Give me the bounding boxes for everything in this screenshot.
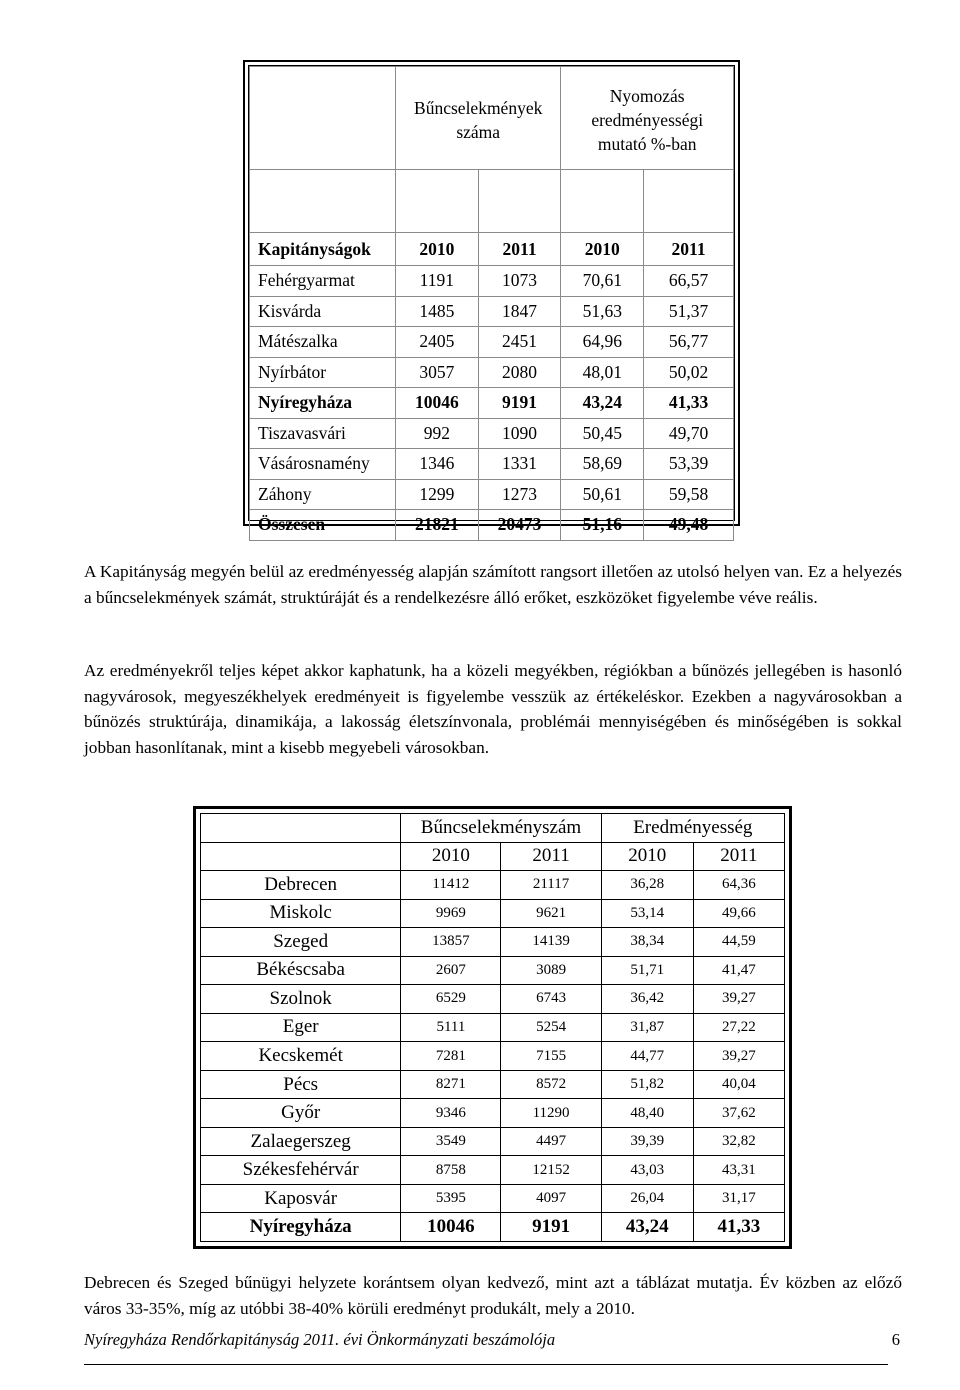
table-row: [201, 1127, 785, 1156]
cities-table-frame: [193, 806, 792, 1249]
city-name: Zalaegerszeg: [201, 1127, 401, 1156]
table-cell: 8572: [501, 1070, 601, 1099]
table1-spacer: [396, 170, 479, 233]
table-cell: 50,61: [561, 479, 644, 510]
city-name: Székesfehérvár: [201, 1156, 401, 1185]
table-cell: 66,57: [644, 266, 734, 297]
table2-header-efficiency: Eredményesség: [601, 814, 784, 843]
table-cell: 14139: [501, 928, 601, 957]
table-cell: 64,96: [561, 327, 644, 358]
city-name: Kecskemét: [201, 1042, 401, 1071]
table-row: [201, 1156, 785, 1185]
table-cell: 2080: [478, 357, 561, 388]
table-cell: 1331: [478, 449, 561, 480]
table-row: [250, 388, 734, 419]
table-cell: 51,71: [601, 956, 693, 985]
city-name: Szeged: [201, 928, 401, 957]
paragraph-debrecen-szeged: Debrecen és Szeged bűnügyi helyzete korántsem olyan kedvező, mint azt a táblázat mutatja. Év közben az előző város 33-35%, míg az utóbbi 38-40% körüli eredményt produkált, mely a 2010.: [84, 1273, 902, 1318]
table-cell: 27,22: [693, 1013, 784, 1042]
table-cell: 1485: [396, 296, 479, 327]
table-row: [201, 1070, 785, 1099]
table-cell: 21821: [396, 510, 479, 541]
table-cell: 50,02: [644, 357, 734, 388]
table-cell: 41,33: [644, 388, 734, 419]
city-name: Pécs: [201, 1070, 401, 1099]
table-cell: 48,40: [601, 1099, 693, 1128]
footer-divider: [84, 1364, 888, 1365]
table-cell: 9969: [401, 899, 501, 928]
table2-body: [201, 871, 785, 1242]
table-cell: 50,45: [561, 418, 644, 449]
table-cell: 51,16: [561, 510, 644, 541]
table-cell: 5395: [401, 1184, 501, 1213]
table1-header-blank: [250, 67, 396, 170]
table-cell: 49,48: [644, 510, 734, 541]
table-cell: 44,77: [601, 1042, 693, 1071]
district-name: Összesen: [250, 510, 396, 541]
table1-year-header: 2011: [644, 233, 734, 266]
police-districts-table: [249, 66, 734, 541]
table-cell: 9191: [478, 388, 561, 419]
table-cell: 8271: [401, 1070, 501, 1099]
table-cell: 41,47: [693, 956, 784, 985]
table-cell: 8758: [401, 1156, 501, 1185]
table-cell: 1299: [396, 479, 479, 510]
table-cell: 58,69: [561, 449, 644, 480]
table-cell: 992: [396, 418, 479, 449]
table-row: [250, 449, 734, 480]
table-cell: 10046: [401, 1213, 501, 1242]
table-row: [250, 418, 734, 449]
table2-year-header: 2011: [501, 842, 601, 871]
table2-header-blank: [201, 842, 401, 871]
table-cell: 1273: [478, 479, 561, 510]
district-name: Kisvárda: [250, 296, 396, 327]
table-cell: 2607: [401, 956, 501, 985]
table1-col-header-districts: Kapitányságok: [250, 233, 396, 266]
table-cell: 1191: [396, 266, 479, 297]
district-name: Nyíregyháza: [250, 388, 396, 419]
district-name: Vásárosnamény: [250, 449, 396, 480]
police-districts-table-frame: [243, 60, 740, 535]
table-row: [201, 1213, 785, 1242]
table2-header-blank: [201, 814, 401, 843]
table-cell: 49,66: [693, 899, 784, 928]
table-cell: 43,03: [601, 1156, 693, 1185]
table-cell: 70,61: [561, 266, 644, 297]
table-row: [250, 266, 734, 297]
table-cell: 9621: [501, 899, 601, 928]
table-cell: 3089: [501, 956, 601, 985]
table-row: [201, 1013, 785, 1042]
table-cell: 39,27: [693, 1042, 784, 1071]
table-cell: 51,37: [644, 296, 734, 327]
table-cell: 9191: [501, 1213, 601, 1242]
table-row: [201, 1099, 785, 1128]
table-row: [201, 871, 785, 900]
table-cell: 48,01: [561, 357, 644, 388]
table-cell: 31,87: [601, 1013, 693, 1042]
table-row: [250, 479, 734, 510]
table-cell: 5111: [401, 1013, 501, 1042]
table-cell: 39,27: [693, 985, 784, 1014]
table-row: [201, 899, 785, 928]
table1-year-header: 2010: [396, 233, 479, 266]
table-cell: 7281: [401, 1042, 501, 1071]
table-cell: 1346: [396, 449, 479, 480]
table-cell: 9346: [401, 1099, 501, 1128]
city-name: Eger: [201, 1013, 401, 1042]
table1-year-header: 2010: [561, 233, 644, 266]
table-cell: 4497: [501, 1127, 601, 1156]
table-cell: 56,77: [644, 327, 734, 358]
table-cell: 31,17: [693, 1184, 784, 1213]
table2-year-header: 2011: [693, 842, 784, 871]
table-cell: 49,70: [644, 418, 734, 449]
table2-year-header: 2010: [401, 842, 501, 871]
table2-header-crimes: Bűncselekményszám: [401, 814, 601, 843]
city-name: Békéscsaba: [201, 956, 401, 985]
table-cell: 43,31: [693, 1156, 784, 1185]
table1-header-crimes: Bűncselekmények száma: [396, 67, 561, 170]
page-number: 6: [891, 1330, 900, 1349]
table-cell: 2451: [478, 327, 561, 358]
table-cell: 51,63: [561, 296, 644, 327]
table-cell: 53,14: [601, 899, 693, 928]
district-name: Tiszavasvári: [250, 418, 396, 449]
table1-spacer: [250, 170, 396, 233]
table1-header-efficiency: Nyomozás eredményességi mutató %-ban: [561, 67, 734, 170]
table-row: [250, 296, 734, 327]
table-cell: 13857: [401, 928, 501, 957]
table1-year-header: 2011: [478, 233, 561, 266]
table-cell: 7155: [501, 1042, 601, 1071]
table-row: [201, 985, 785, 1014]
table-cell: 20473: [478, 510, 561, 541]
table-cell: 4097: [501, 1184, 601, 1213]
table-cell: 51,82: [601, 1070, 693, 1099]
page-footer: [84, 1330, 902, 1356]
table1-spacer: [561, 170, 644, 233]
table-cell: 1847: [478, 296, 561, 327]
table-cell: 39,39: [601, 1127, 693, 1156]
table-cell: 12152: [501, 1156, 601, 1185]
table-cell: 41,33: [693, 1213, 784, 1242]
table-cell: 32,82: [693, 1127, 784, 1156]
district-name: Nyírbátor: [250, 357, 396, 388]
city-name: Nyíregyháza: [201, 1213, 401, 1242]
city-name: Debrecen: [201, 871, 401, 900]
table-cell: 26,04: [601, 1184, 693, 1213]
table-cell: 1073: [478, 266, 561, 297]
table-cell: 11412: [401, 871, 501, 900]
table-cell: 10046: [396, 388, 479, 419]
table-cell: 36,28: [601, 871, 693, 900]
footer-title: Nyíregyháza Rendőrkapitányság 2011. évi Önkormányzati beszámolója: [84, 1330, 556, 1349]
table-row: [201, 928, 785, 957]
table-cell: 2405: [396, 327, 479, 358]
table-cell: 38,34: [601, 928, 693, 957]
police-districts-table-inner: [248, 65, 735, 535]
table-cell: 53,39: [644, 449, 734, 480]
table-cell: 5254: [501, 1013, 601, 1042]
table-row: [201, 1042, 785, 1071]
table-cell: 21117: [501, 871, 601, 900]
table2-year-header: 2010: [601, 842, 693, 871]
table-cell: 3549: [401, 1127, 501, 1156]
table-row: [201, 1184, 785, 1213]
table-cell: 11290: [501, 1099, 601, 1128]
city-name: Miskolc: [201, 899, 401, 928]
city-name: Kaposvár: [201, 1184, 401, 1213]
table1-spacer: [644, 170, 734, 233]
district-name: Záhony: [250, 479, 396, 510]
table1-body: [250, 266, 734, 541]
table-cell: 37,62: [693, 1099, 784, 1128]
table-row: [250, 357, 734, 388]
table-cell: 36,42: [601, 985, 693, 1014]
table-cell: 59,58: [644, 479, 734, 510]
district-name: Fehérgyarmat: [250, 266, 396, 297]
table-row: [250, 327, 734, 358]
paragraph-ranking: A Kapitányság megyén belül az eredményesség alapján számított rangsort illetően az utolsó helyen van. Ez a helyezés a bűncselekmények számát, struktúráját és a rendelkezésre álló erőket, eszközöket figyelembe véve reális.: [84, 562, 902, 607]
table-cell: 43,24: [561, 388, 644, 419]
city-name: Szolnok: [201, 985, 401, 1014]
table-row: [250, 510, 734, 541]
table-cell: 6743: [501, 985, 601, 1014]
paragraph-comparison: Az eredményekről teljes képet akkor kaphatunk, ha a közeli megyékben, régiókban a bűnözés jellegében is hasonló nagyvárosok, megyeszékhelyek eredményeit is figyelembe vesszük az értékeléskor. Ezekben a nagyvárosokban a bűnözés struktúrája, dinamikája, a lakosság életszínvonala, problémái mennyiségében és minőségében is sokkal jobban hasonlítanak, mint a kisebb megyebeli városokban.: [84, 661, 902, 757]
city-name: Győr: [201, 1099, 401, 1128]
table-cell: 3057: [396, 357, 479, 388]
table-cell: 44,59: [693, 928, 784, 957]
table-cell: 64,36: [693, 871, 784, 900]
table-row: [201, 956, 785, 985]
district-name: Mátészalka: [250, 327, 396, 358]
table-cell: 43,24: [601, 1213, 693, 1242]
table-cell: 1090: [478, 418, 561, 449]
table-cell: 40,04: [693, 1070, 784, 1099]
cities-table: [200, 813, 785, 1242]
table1-spacer: [478, 170, 561, 233]
table-cell: 6529: [401, 985, 501, 1014]
